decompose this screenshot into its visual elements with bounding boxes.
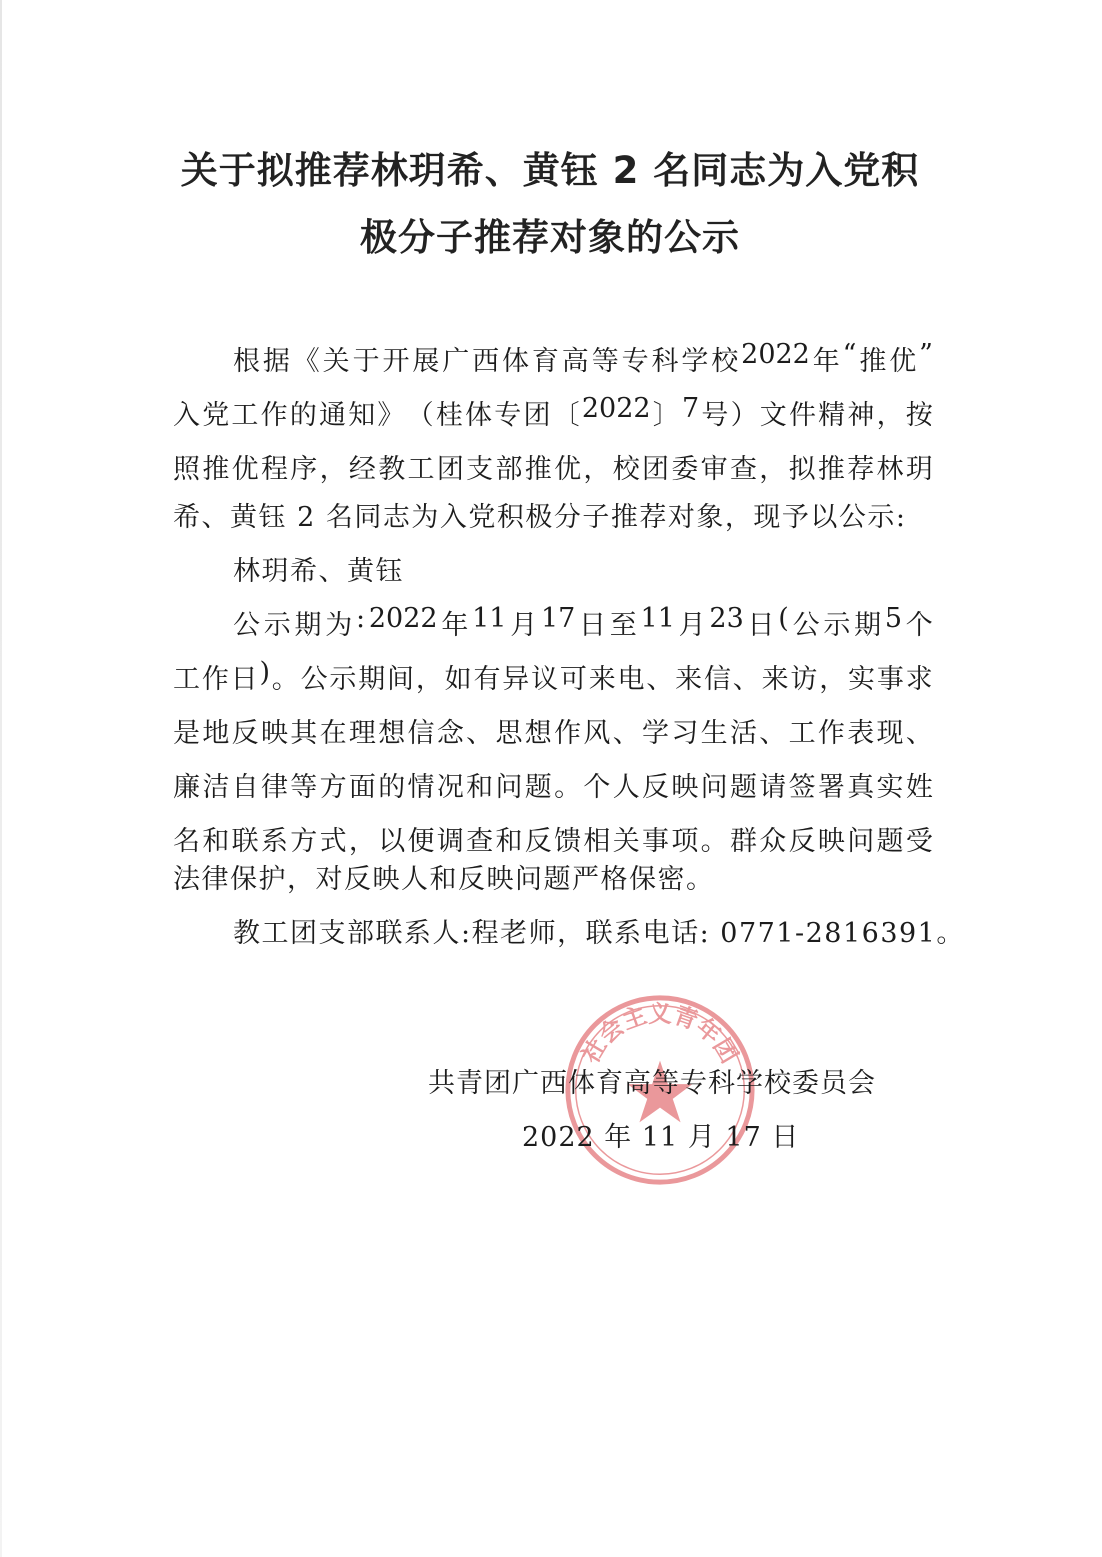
glyph: 有 (473, 664, 501, 695)
glyph: 精 (818, 400, 846, 431)
glyph: 。 (554, 772, 582, 803)
glyph: 联 (231, 826, 259, 857)
glyph: 11 (472, 603, 507, 634)
page-edge (0, 0, 2, 1557)
signature-date: 2022 年 11 月 17 日 (522, 1122, 800, 1153)
glyph: 根 (233, 346, 260, 377)
glyph: 入 (173, 400, 200, 431)
glyph: “ (842, 339, 857, 370)
glyph: 审 (700, 454, 728, 485)
glyph: 7 (681, 393, 700, 424)
glyph: 真 (847, 772, 875, 803)
glyph: 便 (407, 826, 435, 857)
glyph: 题 (876, 826, 904, 857)
glyph: 和 (495, 826, 523, 857)
glyph: 体 (465, 400, 493, 431)
glyph: 反 (642, 772, 669, 803)
glyph: 实 (848, 664, 876, 695)
glyph: 推 (817, 454, 845, 485)
glyph: ) (259, 657, 270, 688)
glyph: 据 (262, 346, 290, 377)
glyph: 其 (290, 718, 318, 749)
glyph: ， (415, 664, 443, 695)
glyph: 日 (747, 610, 775, 641)
contact-line: 教工团支部联系人:程老师，联系电话: 0771-2816391。 (233, 918, 965, 949)
document-title-line-1: 关于拟推荐林玥希、黄钰 2 名同志为入党积 (180, 149, 920, 192)
glyph: 在 (319, 718, 347, 749)
glyph: 、 (612, 718, 640, 749)
glyph: 现 (876, 718, 904, 749)
glyph: 映 (671, 772, 699, 803)
glyph: 桂 (435, 400, 463, 431)
glyph: 优 (889, 346, 917, 377)
glyph: 期 (294, 610, 322, 641)
glyph: 工 (231, 400, 259, 431)
glyph: 期 (358, 664, 386, 695)
glyph: 求 (905, 664, 933, 695)
glyph: 公 (233, 610, 260, 641)
glyph: ， (819, 664, 847, 695)
glyph: 和 (202, 826, 230, 857)
glyph: 17 (540, 603, 576, 634)
glyph: 序 (290, 454, 318, 485)
glyph: ， (876, 400, 904, 431)
paragraph-2-line-5 (173, 819, 933, 858)
glyph: 信 (407, 718, 435, 749)
glyph: 议 (531, 664, 559, 695)
glyph: 团 (642, 454, 669, 485)
glyph: 个 (583, 772, 611, 803)
glyph: 文 (759, 400, 787, 431)
glyph: ， (319, 454, 347, 485)
glyph: 问 (495, 772, 523, 803)
glyph: 。 (271, 664, 299, 695)
glyph: ( (778, 603, 789, 634)
glyph: 2022 (581, 393, 651, 424)
glyph: 群 (729, 826, 757, 857)
glyph: 请 (759, 772, 787, 803)
glyph: 问 (700, 772, 728, 803)
glyph: 推 (202, 454, 230, 485)
glyph: 映 (817, 826, 845, 857)
glyph: ） (730, 400, 758, 431)
glyph: 2022 (368, 603, 438, 634)
paragraph-1-line-4: 希、黄钰 2 名同志为入党积极分子推荐对象，现予以公示: (173, 502, 907, 533)
glyph: 名 (173, 826, 200, 857)
glyph: 想 (378, 718, 406, 749)
glyph: 况 (436, 772, 464, 803)
glyph: 照 (173, 454, 200, 485)
glyph: 、 (646, 664, 674, 695)
glyph: 优 (231, 454, 259, 485)
glyph: : (356, 603, 366, 634)
glyph: 推 (859, 346, 887, 377)
glyph: 部 (495, 454, 523, 485)
glyph: 开 (382, 346, 410, 377)
glyph: 2022 (741, 339, 810, 370)
glyph: 活 (729, 718, 757, 749)
glyph: 科 (651, 346, 679, 377)
glyph: 体 (502, 346, 530, 377)
glyph: 生 (700, 718, 728, 749)
glyph: 查 (729, 454, 757, 485)
glyph: 荐 (847, 454, 875, 485)
glyph: 期 (854, 610, 882, 641)
glyph: 如 (444, 664, 472, 695)
glyph: 实 (876, 772, 904, 803)
glyph: 5 (884, 603, 902, 634)
glyph: 的 (378, 772, 406, 803)
glyph: 洁 (202, 772, 230, 803)
glyph: 展 (412, 346, 440, 377)
glyph: 11 (640, 603, 675, 634)
glyph: 的 (289, 400, 317, 431)
glyph: 、 (466, 718, 494, 749)
glyph: 年 (812, 346, 840, 377)
glyph: 按 (905, 400, 933, 431)
glyph: 团 (436, 454, 464, 485)
glyph: 作 (817, 718, 845, 749)
glyph: 映 (260, 718, 288, 749)
glyph: 系 (260, 826, 288, 857)
glyph: 工 (788, 718, 816, 749)
glyph: 作 (554, 718, 582, 749)
glyph: ， (759, 454, 787, 485)
glyph: 公 (792, 610, 820, 641)
glyph: 经 (348, 454, 376, 485)
glyph: 问 (847, 826, 875, 857)
paragraph-2-line-4 (173, 765, 933, 804)
glyph: 和 (466, 772, 494, 803)
paragraph-1-line-1 (233, 339, 933, 378)
glyph: 高 (561, 346, 589, 377)
glyph: 查 (466, 826, 494, 857)
glyph: 支 (466, 454, 494, 485)
glyph: 推 (524, 454, 552, 485)
glyph: 姓 (905, 772, 933, 803)
glyph: 工 (173, 664, 200, 695)
glyph: 廉 (173, 772, 200, 803)
glyph: （ (406, 400, 434, 431)
glyph: 反 (524, 826, 552, 857)
glyph: 23 (709, 603, 744, 634)
glyph: 至 (609, 610, 637, 641)
glyph: 号 (701, 400, 729, 431)
glyph: 信 (703, 664, 731, 695)
glyph: 教 (378, 454, 406, 485)
glyph: 等 (591, 346, 619, 377)
paragraph-2-line-1 (233, 603, 933, 642)
glyph: 习 (671, 718, 699, 749)
glyph: 署 (817, 772, 845, 803)
glyph: 电 (617, 664, 645, 695)
glyph: 、 (905, 718, 933, 749)
glyph: 情 (407, 772, 435, 803)
glyph: 示 (823, 610, 851, 641)
glyph: 专 (494, 400, 522, 431)
glyph: 关 (612, 826, 640, 857)
glyph: 表 (847, 718, 875, 749)
glyph: 方 (290, 826, 318, 857)
glyph: 众 (759, 826, 787, 857)
glyph: 访 (790, 664, 818, 695)
glyph: 优 (554, 454, 582, 485)
signature-organization: 共青团广西体育高等专科学校委员会 (428, 1068, 876, 1099)
glyph: 等 (290, 772, 318, 803)
glyph: 馈 (554, 826, 582, 857)
document-title-line-2: 极分子推荐对象的公示 (360, 216, 740, 259)
glyph: 广 (442, 346, 470, 377)
glyph: 项 (671, 826, 699, 857)
glyph: 育 (531, 346, 559, 377)
glyph: 专 (621, 346, 649, 377)
glyph: 为 (325, 610, 353, 641)
glyph: 月 (510, 610, 538, 641)
glyph: 知 (348, 400, 376, 431)
glyph: 来 (588, 664, 616, 695)
glyph: 理 (348, 718, 376, 749)
glyph: 公 (300, 664, 328, 695)
paragraph-2-line-6: 法律保护，对反映人和反映问题严格保密。 (173, 864, 715, 895)
glyph: 事 (876, 664, 904, 695)
glyph: 拟 (788, 454, 816, 485)
glyph: ， (583, 454, 611, 485)
glyph: 签 (788, 772, 816, 803)
glyph: 相 (583, 826, 611, 857)
glyph: 示 (329, 664, 357, 695)
paragraph-1-line-2 (173, 393, 933, 432)
glyph: 人 (612, 772, 640, 803)
glyph: 《 (292, 346, 320, 377)
glyph: 、 (759, 718, 787, 749)
glyph: 事 (642, 826, 669, 857)
glyph: 念 (436, 718, 464, 749)
glyph: 月 (678, 610, 706, 641)
glyph: 可 (559, 664, 587, 695)
glyph: 〕 (652, 400, 680, 431)
glyph: 作 (201, 664, 229, 695)
glyph: ” (919, 339, 933, 370)
glyph: 地 (202, 718, 230, 749)
glyph: 式 (319, 826, 347, 857)
glyph: 调 (436, 826, 464, 857)
glyph: 关 (322, 346, 350, 377)
glyph: 团 (523, 400, 551, 431)
paragraph-1-line-3 (173, 447, 933, 486)
glyph: 自 (231, 772, 259, 803)
glyph: 件 (788, 400, 816, 431)
glyph: 程 (260, 454, 288, 485)
glyph: 日 (579, 610, 607, 641)
glyph: 工 (407, 454, 435, 485)
glyph: 于 (352, 346, 380, 377)
glyph: 是 (173, 718, 200, 749)
paragraph-2-line-2 (173, 657, 933, 696)
glyph: 来 (675, 664, 703, 695)
glyph: 委 (671, 454, 699, 485)
glyph: 日 (230, 664, 258, 695)
glyph: 个 (905, 610, 933, 641)
glyph: 校 (711, 346, 739, 377)
glyph: 题 (524, 772, 552, 803)
glyph: 律 (260, 772, 288, 803)
glyph: 来 (761, 664, 789, 695)
glyph: 受 (905, 826, 933, 857)
glyph: 反 (231, 718, 259, 749)
glyph: 想 (524, 718, 552, 749)
glyph: 〔 (552, 400, 580, 431)
glyph: 题 (729, 772, 757, 803)
glyph: 学 (642, 718, 669, 749)
glyph: 间 (387, 664, 415, 695)
glyph: 神 (847, 400, 875, 431)
glyph: 玥 (905, 454, 933, 485)
glyph: 通 (319, 400, 347, 431)
glyph: 思 (495, 718, 523, 749)
glyph: 。 (700, 826, 728, 857)
glyph: 西 (472, 346, 500, 377)
glyph: 以 (378, 826, 406, 857)
glyph: 》 (377, 400, 405, 431)
glyph: 反 (788, 826, 816, 857)
glyph: 党 (202, 400, 230, 431)
paragraph-2-line-3 (173, 711, 933, 750)
glyph: 面 (348, 772, 376, 803)
glyph: 林 (876, 454, 904, 485)
glyph: 作 (260, 400, 288, 431)
glyph: 异 (502, 664, 530, 695)
seal-text: 社会主义青年团 (576, 999, 744, 1068)
glyph: 年 (441, 610, 469, 641)
glyph: 风 (583, 718, 611, 749)
nominee-names: 林玥希、黄钰 (233, 556, 404, 587)
glyph: ， (348, 826, 376, 857)
glyph: 示 (263, 610, 291, 641)
glyph: 方 (319, 772, 347, 803)
glyph: 学 (681, 346, 709, 377)
glyph: 、 (732, 664, 760, 695)
glyph: 校 (612, 454, 640, 485)
